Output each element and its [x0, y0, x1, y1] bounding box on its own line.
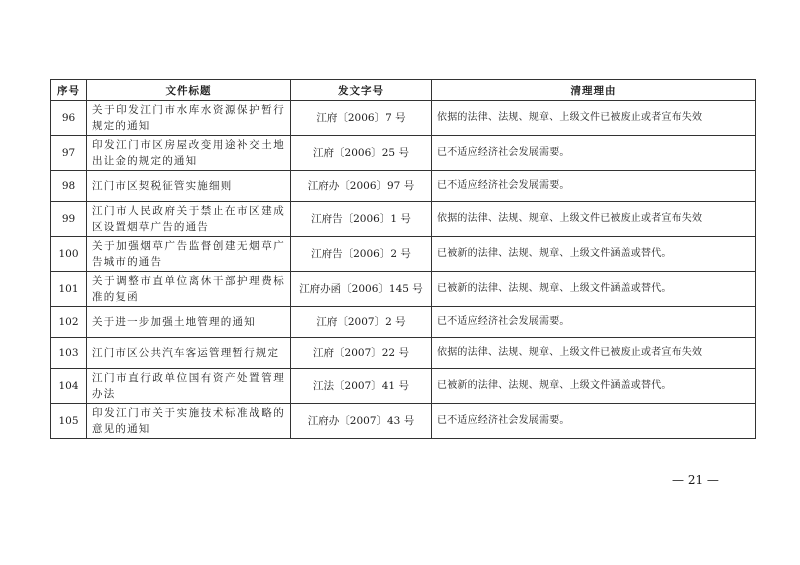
row-document-title: 印发江门市关于实施技术标准战略的意见的通知 — [87, 404, 291, 439]
row-serial-number: 101 — [51, 272, 87, 307]
row-serial-number: 103 — [51, 338, 87, 369]
row-document-number: 江府〔2006〕7 号 — [291, 101, 432, 136]
table-row — [51, 404, 756, 439]
row-cleanup-reason: 已不适应经济社会发展需要。 — [432, 404, 756, 439]
row-document-title: 江门市区契税征管实施细则 — [87, 171, 291, 202]
page-number: — 21 — — [672, 473, 719, 487]
row-document-title: 关于进一步加强土地管理的通知 — [87, 307, 291, 338]
row-document-title: 关于印发江门市水库水资源保护暂行规定的通知 — [87, 101, 291, 136]
row-serial-number: 96 — [51, 101, 87, 136]
row-document-number: 江府办函〔2006〕145 号 — [291, 272, 432, 307]
row-cleanup-reason: 已不适应经济社会发展需要。 — [432, 307, 756, 338]
table-row — [51, 202, 756, 237]
row-cleanup-reason: 已被新的法律、法规、规章、上级文件涵盖或替代。 — [432, 369, 756, 404]
row-document-title: 江门市区公共汽车客运管理暂行规定 — [87, 338, 291, 369]
row-document-number: 江府办〔2006〕97 号 — [291, 171, 432, 202]
table-row — [51, 307, 756, 338]
row-serial-number: 102 — [51, 307, 87, 338]
header-document-title: 文件标题 — [87, 80, 291, 101]
row-document-title: 江门市直行政单位国有资产处置管理办法 — [87, 369, 291, 404]
row-document-number: 江法〔2007〕41 号 — [291, 369, 432, 404]
table-header-row — [51, 80, 756, 101]
row-cleanup-reason: 已不适应经济社会发展需要。 — [432, 136, 756, 171]
table-row — [51, 338, 756, 369]
row-serial-number: 100 — [51, 237, 87, 272]
row-document-number: 江府〔2006〕25 号 — [291, 136, 432, 171]
row-document-title: 关于调整市直单位离休干部护理费标准的复函 — [87, 272, 291, 307]
table-row — [51, 171, 756, 202]
row-cleanup-reason: 依据的法律、法规、规章、上级文件已被废止或者宣布失效 — [432, 202, 756, 237]
row-cleanup-reason: 依据的法律、法规、规章、上级文件已被废止或者宣布失效 — [432, 101, 756, 136]
row-document-number: 江府〔2007〕22 号 — [291, 338, 432, 369]
row-document-title: 印发江门市区房屋改变用途补交土地出让金的规定的通知 — [87, 136, 291, 171]
row-cleanup-reason: 已被新的法律、法规、规章、上级文件涵盖或替代。 — [432, 237, 756, 272]
row-document-number: 江府〔2007〕2 号 — [291, 307, 432, 338]
table-row — [51, 237, 756, 272]
row-serial-number: 105 — [51, 404, 87, 439]
row-document-title: 江门市人民政府关于禁止在市区建成区设置烟草广告的通告 — [87, 202, 291, 237]
header-document-number: 发文字号 — [291, 80, 432, 101]
row-document-title: 关于加强烟草广告监督创建无烟草广告城市的通告 — [87, 237, 291, 272]
row-serial-number: 104 — [51, 369, 87, 404]
row-cleanup-reason: 已被新的法律、法规、规章、上级文件涵盖或替代。 — [432, 272, 756, 307]
row-document-number: 江府告〔2006〕1 号 — [291, 202, 432, 237]
row-cleanup-reason: 依据的法律、法规、规章、上级文件已被废止或者宣布失效 — [432, 338, 756, 369]
table-row — [51, 369, 756, 404]
header-serial-number: 序号 — [51, 80, 87, 101]
row-serial-number: 97 — [51, 136, 87, 171]
row-cleanup-reason: 已不适应经济社会发展需要。 — [432, 171, 756, 202]
table-row — [51, 101, 756, 136]
row-document-number: 江府告〔2006〕2 号 — [291, 237, 432, 272]
document-table — [50, 79, 756, 439]
row-document-number: 江府办〔2007〕43 号 — [291, 404, 432, 439]
table-row — [51, 136, 756, 171]
table-row — [51, 272, 756, 307]
header-cleanup-reason: 清理理由 — [432, 80, 756, 101]
row-serial-number: 99 — [51, 202, 87, 237]
row-serial-number: 98 — [51, 171, 87, 202]
